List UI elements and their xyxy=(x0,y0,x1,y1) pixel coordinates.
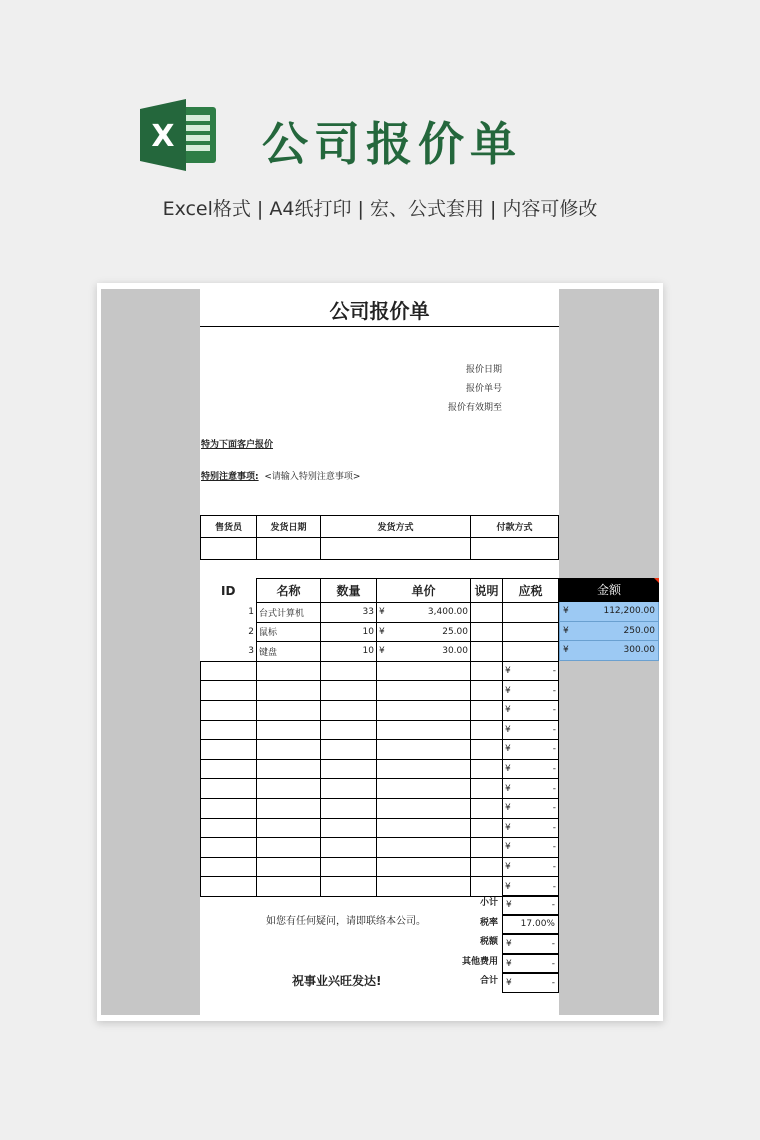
qty-cell[interactable]: 33 xyxy=(321,603,377,623)
col-price: 单价 xyxy=(377,579,471,603)
col-id: ID xyxy=(221,583,236,598)
id-cell[interactable] xyxy=(201,857,257,877)
empty-table-row xyxy=(201,700,559,720)
name-cell[interactable] xyxy=(257,720,321,740)
id-cell[interactable] xyxy=(201,700,257,720)
qty-cell[interactable] xyxy=(321,700,377,720)
qty-cell[interactable] xyxy=(321,740,377,760)
qty-cell[interactable] xyxy=(321,818,377,838)
table-row xyxy=(201,603,559,623)
desc-cell[interactable] xyxy=(471,700,503,720)
name-cell[interactable] xyxy=(257,838,321,858)
empty-table-row xyxy=(201,661,559,681)
empty-table-row xyxy=(201,759,559,779)
id-cell[interactable] xyxy=(201,720,257,740)
id-cell[interactable] xyxy=(201,681,257,701)
quote-date-label: 报价日期 xyxy=(465,365,502,375)
taxable-cell[interactable]: ¥ - xyxy=(503,838,559,858)
qty-cell[interactable] xyxy=(321,877,377,897)
col-desc: 说明 xyxy=(471,579,503,603)
taxable-cell[interactable]: ¥ - xyxy=(503,759,559,779)
desc-cell[interactable] xyxy=(471,798,503,818)
desc-cell[interactable] xyxy=(471,759,503,779)
price-cell[interactable] xyxy=(377,661,471,681)
subtotal-value[interactable]: ¥ - xyxy=(502,895,559,915)
id-cell[interactable]: 2 xyxy=(248,626,254,637)
name-cell[interactable] xyxy=(257,857,321,877)
quote-number-label: 报价单号 xyxy=(465,384,502,394)
amount-cell[interactable]: ¥ 300.00 xyxy=(559,641,659,661)
price-cell[interactable] xyxy=(377,779,471,799)
col-ship-method: 发货方式 xyxy=(321,516,471,538)
desc-cell[interactable] xyxy=(471,857,503,877)
document-preview xyxy=(97,283,663,1021)
ship-date-cell[interactable] xyxy=(257,538,321,560)
name-cell[interactable] xyxy=(257,700,321,720)
taxable-cell[interactable]: ¥ - xyxy=(503,700,559,720)
page-subtitle: Excel格式 | A4纸打印 | 宏、公式套用 | 内容可修改 xyxy=(162,198,598,220)
empty-table-row xyxy=(201,740,559,760)
taxable-cell[interactable] xyxy=(503,622,559,642)
id-cell[interactable]: 1 xyxy=(248,607,254,618)
sheet-title: 公司报价单 xyxy=(329,299,430,323)
qty-cell[interactable] xyxy=(321,857,377,877)
desc-cell[interactable] xyxy=(471,818,503,838)
empty-table-row xyxy=(201,720,559,740)
col-ship-date: 发货日期 xyxy=(257,516,321,538)
price-cell[interactable]: ¥ 25.00 xyxy=(377,622,471,642)
taxable-cell[interactable]: ¥ - xyxy=(503,661,559,681)
contact-note: 如您有任何疑问，请即联络本公司。 xyxy=(266,916,426,927)
tax-rate-value[interactable]: 17.00% xyxy=(502,915,559,935)
name-cell[interactable] xyxy=(257,877,321,897)
qty-cell[interactable] xyxy=(321,779,377,799)
taxable-cell[interactable]: ¥ - xyxy=(503,740,559,760)
price-cell[interactable] xyxy=(377,759,471,779)
name-cell[interactable]: 鼠标 xyxy=(257,622,321,642)
col-salesperson: 售货员 xyxy=(201,516,257,538)
col-payment: 付款方式 xyxy=(471,516,559,538)
total-label: 合计 xyxy=(479,976,498,987)
special-notes-input[interactable]: <请输入特别注意事项> xyxy=(264,472,361,482)
total-value[interactable]: ¥ - xyxy=(502,973,559,993)
price-cell[interactable] xyxy=(377,740,471,760)
payment-cell[interactable] xyxy=(471,538,559,560)
quote-sheet xyxy=(200,289,559,1015)
name-cell[interactable] xyxy=(257,779,321,799)
amount-cell[interactable]: ¥ 250.00 xyxy=(559,622,659,642)
name-cell[interactable] xyxy=(257,681,321,701)
tax-value[interactable]: ¥ - xyxy=(502,934,559,954)
name-cell[interactable]: 键盘 xyxy=(257,642,321,662)
table-row xyxy=(201,622,559,642)
taxable-cell[interactable] xyxy=(503,603,559,623)
price-cell[interactable] xyxy=(377,681,471,701)
name-cell[interactable] xyxy=(257,818,321,838)
empty-table-row xyxy=(201,838,559,858)
id-cell[interactable] xyxy=(201,740,257,760)
tax-label: 税额 xyxy=(479,937,498,948)
desc-cell[interactable] xyxy=(471,720,503,740)
col-taxable: 应税 xyxy=(503,579,559,603)
desc-cell[interactable] xyxy=(471,779,503,799)
other-fees-value[interactable]: ¥ - xyxy=(502,954,559,974)
taxable-cell[interactable]: ¥ - xyxy=(503,818,559,838)
id-cell[interactable] xyxy=(201,798,257,818)
logo-letter: X xyxy=(151,119,175,154)
empty-table-row xyxy=(201,857,559,877)
qty-cell[interactable] xyxy=(321,838,377,858)
taxable-cell[interactable]: ¥ - xyxy=(503,720,559,740)
price-cell[interactable] xyxy=(377,838,471,858)
customer-note: 特为下面客户报价 xyxy=(201,440,274,450)
name-cell[interactable] xyxy=(257,661,321,681)
taxable-cell[interactable]: ¥ - xyxy=(503,779,559,799)
desc-cell[interactable] xyxy=(471,642,503,662)
qty-cell[interactable] xyxy=(321,759,377,779)
price-cell[interactable]: ¥ 3,400.00 xyxy=(377,603,471,623)
price-cell[interactable] xyxy=(377,700,471,720)
col-qty: 数量 xyxy=(321,579,377,603)
amount-column xyxy=(559,578,659,661)
taxable-cell[interactable]: ¥ - xyxy=(503,857,559,877)
id-cell[interactable] xyxy=(201,877,257,897)
left-margin xyxy=(101,289,200,1015)
desc-cell[interactable] xyxy=(471,877,503,897)
desc-cell[interactable] xyxy=(471,603,503,623)
table-row xyxy=(201,642,559,662)
amount-header[interactable]: 金额 xyxy=(559,578,659,602)
qty-cell[interactable]: 10 xyxy=(321,642,377,662)
price-cell[interactable] xyxy=(377,818,471,838)
empty-table-row xyxy=(201,818,559,838)
name-cell[interactable] xyxy=(257,759,321,779)
items-table xyxy=(200,578,559,897)
qty-cell[interactable] xyxy=(321,720,377,740)
taxable-cell[interactable] xyxy=(503,642,559,662)
empty-table-row xyxy=(201,779,559,799)
empty-table-row xyxy=(201,681,559,701)
price-cell[interactable] xyxy=(377,798,471,818)
desc-cell[interactable] xyxy=(471,622,503,642)
tax-rate-label: 税率 xyxy=(479,917,498,928)
quote-valid-label: 报价有效期至 xyxy=(447,403,502,413)
amount-cell[interactable]: ¥ 112,200.00 xyxy=(559,602,659,622)
price-cell[interactable] xyxy=(377,857,471,877)
id-cell[interactable] xyxy=(201,661,257,681)
desc-cell[interactable] xyxy=(471,681,503,701)
taxable-cell[interactable]: ¥ - xyxy=(503,681,559,701)
qty-cell[interactable]: 10 xyxy=(321,622,377,642)
desc-cell[interactable] xyxy=(471,661,503,681)
price-cell[interactable] xyxy=(377,877,471,897)
page-title: 公司报价单 xyxy=(262,117,522,171)
name-cell[interactable]: 台式计算机 xyxy=(257,603,321,623)
ship-method-cell[interactable] xyxy=(321,538,471,560)
name-cell[interactable] xyxy=(257,798,321,818)
taxable-cell[interactable]: ¥ - xyxy=(503,798,559,818)
subtotal-label: 小计 xyxy=(479,898,498,908)
desc-cell[interactable] xyxy=(471,838,503,858)
id-cell[interactable]: 3 xyxy=(248,646,254,657)
empty-table-row xyxy=(201,877,559,897)
taxable-cell[interactable]: ¥ - xyxy=(503,877,559,897)
price-cell[interactable] xyxy=(377,720,471,740)
desc-cell[interactable] xyxy=(471,740,503,760)
other-fees-label: 其他费用 xyxy=(461,956,498,967)
title-divider xyxy=(200,326,559,327)
id-cell[interactable] xyxy=(201,818,257,838)
special-notes: 特别注意事项: <请输入特别注意事项> xyxy=(201,472,361,482)
right-margin xyxy=(559,289,659,1015)
qty-cell[interactable] xyxy=(321,798,377,818)
qty-cell[interactable] xyxy=(321,681,377,701)
sales-table xyxy=(200,515,559,560)
id-cell[interactable] xyxy=(201,838,257,858)
qty-cell[interactable] xyxy=(321,661,377,681)
salesperson-cell[interactable] xyxy=(201,538,257,560)
excel-logo-icon xyxy=(140,99,220,171)
col-name: 名称 xyxy=(257,579,321,603)
closing-wish: 祝事业兴旺发达! xyxy=(292,974,382,988)
id-cell[interactable] xyxy=(201,779,257,799)
empty-table-row xyxy=(201,798,559,818)
name-cell[interactable] xyxy=(257,740,321,760)
price-cell[interactable]: ¥ 30.00 xyxy=(377,642,471,662)
id-cell[interactable] xyxy=(201,759,257,779)
